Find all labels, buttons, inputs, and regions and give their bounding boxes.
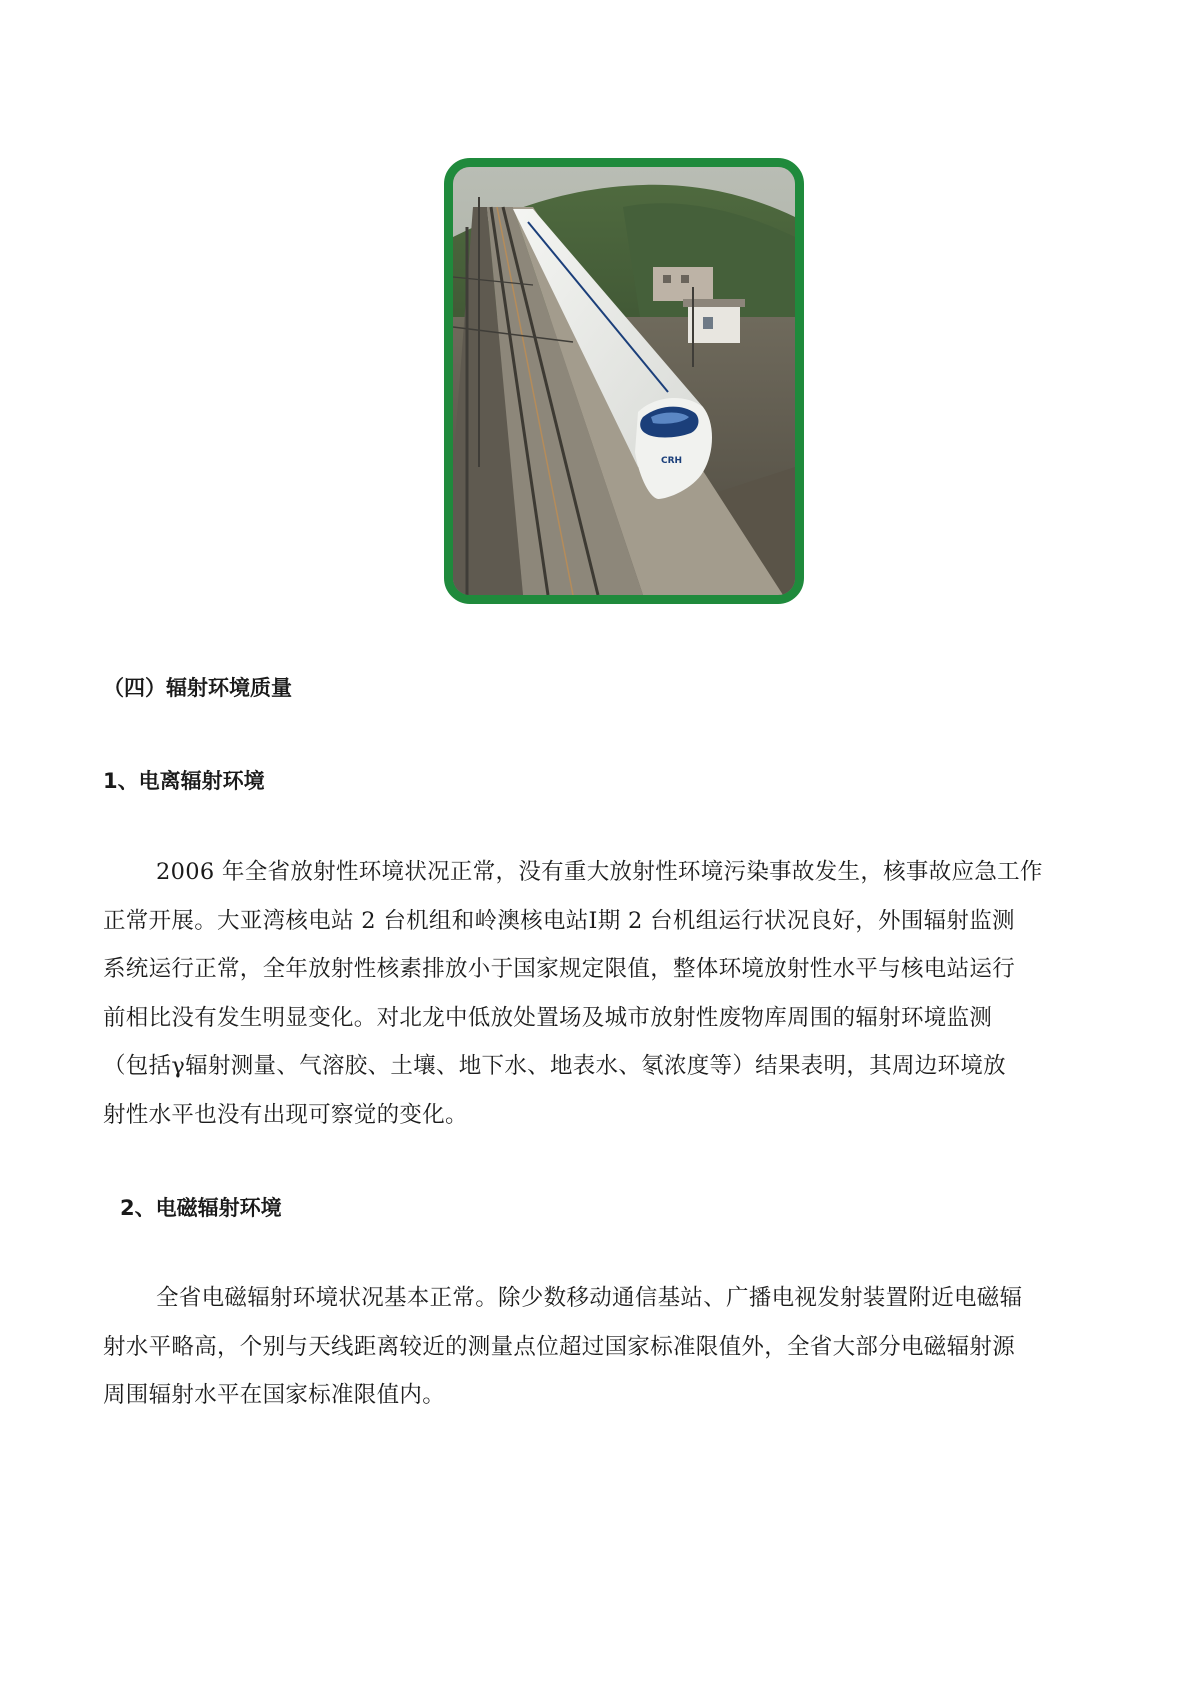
paragraph-line: 射水平略高，个别与天线距离较近的测量点位超过国家标准限值外，全省大部分电磁辐射源 bbox=[103, 1333, 1016, 1360]
paragraph-line: （包括γ辐射测量、气溶胶、土壤、地下水、地表水、氡浓度等）结果表明，其周边环境放 bbox=[103, 1053, 1006, 1079]
train-photo-illustration bbox=[453, 167, 795, 595]
paragraph-line: 正常开展。大亚湾核电站 2 台机组和岭澳核电站Ⅰ期 2 台机组运行状况良好，外围辐射监测 bbox=[103, 907, 1015, 934]
subsection-heading-ionizing: 1、电离辐射环境 bbox=[103, 769, 265, 793]
paragraph-ionizing-radiation bbox=[103, 848, 1079, 1139]
paragraph-line: 系统运行正常，全年放射性核素排放小于国家规定限值，整体环境放射性水平与核电站运行 bbox=[103, 956, 1016, 982]
paragraph-line: 2006 年全省放射性环境状况正常，没有重大放射性环境污染事故发生，核事故应急工作 bbox=[156, 859, 1043, 885]
paragraph-line: 周围辐射水平在国家标准限值内。 bbox=[103, 1382, 446, 1408]
train-photo bbox=[444, 158, 804, 604]
paragraph-line: 前相比没有发生明显变化。对北龙中低放处置场及城市放射性废物库周围的辐射环境监测 bbox=[103, 1004, 993, 1031]
paragraph-electromagnetic-radiation bbox=[103, 1274, 1079, 1420]
section-heading: （四）辐射环境质量 bbox=[103, 676, 292, 700]
subsection-heading-electromagnetic: 2、电磁辐射环境 bbox=[120, 1196, 282, 1220]
paragraph-line: 全省电磁辐射环境状况基本正常。除少数移动通信基站、广播电视发射装置附近电磁辐 bbox=[156, 1285, 1023, 1311]
train-badge-text: CRH bbox=[661, 456, 683, 466]
paragraph-line: 射性水平也没有出现可察觉的变化。 bbox=[103, 1101, 468, 1128]
